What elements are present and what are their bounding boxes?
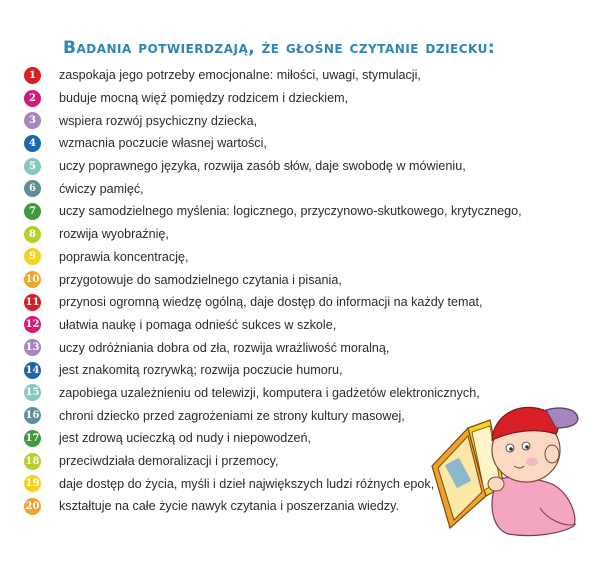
number-badge: 18	[24, 453, 41, 470]
list-item-text: chroni dziecko przed zagrożeniami ze strony kultury masowej,	[59, 408, 405, 423]
list-item	[24, 155, 544, 178]
list-item-text: ćwiczy pamięć,	[59, 181, 144, 196]
number-badge: 2	[24, 90, 41, 107]
list-item-text: ułatwia naukę i pomaga odnieść sukces w szkole,	[59, 317, 337, 332]
number-badge: 19	[24, 475, 41, 492]
number-badge: 7	[24, 203, 41, 220]
list-item-text: kształtuje na całe życie nawyk czytania i poszerzania wiedzy.	[59, 499, 399, 514]
list-item	[24, 268, 544, 291]
list-item-text: wspiera rozwój psychiczny dziecka,	[59, 113, 258, 128]
list-item-text: jest zdrową ucieczką od nudy i niepowodzeń,	[59, 431, 312, 446]
list-item-text: zaspokaja jego potrzeby emocjonalne: miłości, uwagi, stymulacji,	[59, 68, 421, 83]
number-badge: 13	[24, 339, 41, 356]
number-badge: 14	[24, 362, 41, 379]
list-item-text: zapobiega uzależnieniu od telewizji, komputera i gadżetów elektronicznych,	[59, 385, 480, 400]
list-item-text: jest znakomitą rozrywką; rozwija poczucie humoru,	[59, 363, 343, 378]
number-badge: 5	[24, 158, 41, 175]
number-badge: 9	[24, 248, 41, 265]
number-badge: 1	[24, 67, 41, 84]
list-item-text: przeciwdziała demoralizacji i przemocy,	[59, 454, 279, 469]
number-badge: 12	[24, 316, 41, 333]
list-item-text: daje dostęp do życia, myśli i dzieł największych ludzi różnych epok,	[59, 476, 435, 491]
number-badge: 6	[24, 180, 41, 197]
number-badge: 20	[24, 498, 41, 515]
list-item	[24, 246, 544, 269]
list-item-text: przygotowuje do samodzielnego czytania i pisania,	[59, 272, 342, 287]
number-badge: 16	[24, 407, 41, 424]
list-item	[24, 177, 544, 200]
list-item	[24, 223, 544, 246]
list-item	[24, 336, 544, 359]
list-item	[24, 359, 544, 382]
child-figure	[488, 407, 578, 535]
list-item-text: uczy odróżniania dobra od zła, rozwija wrażliwość moralną,	[59, 340, 390, 355]
list-item	[24, 291, 544, 314]
list-item	[24, 87, 544, 110]
page-title: Badania potwierdzają, że głośne czytanie dziecku:	[63, 38, 496, 58]
list-item-text: buduje mocną więź pomiędzy rodzicem i dzieckiem,	[59, 91, 349, 106]
list-item-text: przynosi ogromną wiedzę ogólną, daje dostęp do informacji na każdy temat,	[59, 295, 483, 310]
number-badge: 11	[24, 294, 41, 311]
list-item	[24, 314, 544, 337]
list-item	[24, 132, 544, 155]
number-badge: 15	[24, 384, 41, 401]
number-badge: 17	[24, 430, 41, 447]
number-badge: 3	[24, 112, 41, 129]
list-item	[24, 64, 544, 87]
list-item-text: poprawia koncentrację,	[59, 249, 189, 264]
list-item-text: uczy poprawnego języka, rozwija zasób słów, daje swobodę w mówieniu,	[59, 159, 466, 174]
number-badge: 10	[24, 271, 41, 288]
list-item-text: rozwija wyobraźnię,	[59, 227, 169, 242]
number-badge: 8	[24, 226, 41, 243]
list-item	[24, 109, 544, 132]
list-item-text: wzmacnia poczucie własnej wartości,	[59, 136, 267, 151]
list-item	[24, 200, 544, 223]
number-badge: 4	[24, 135, 41, 152]
child-reading-illustration	[428, 388, 580, 538]
list-item-text: uczy samodzielnego myślenia: logicznego, przyczynowo-skutkowego, krytycznego,	[59, 204, 522, 219]
